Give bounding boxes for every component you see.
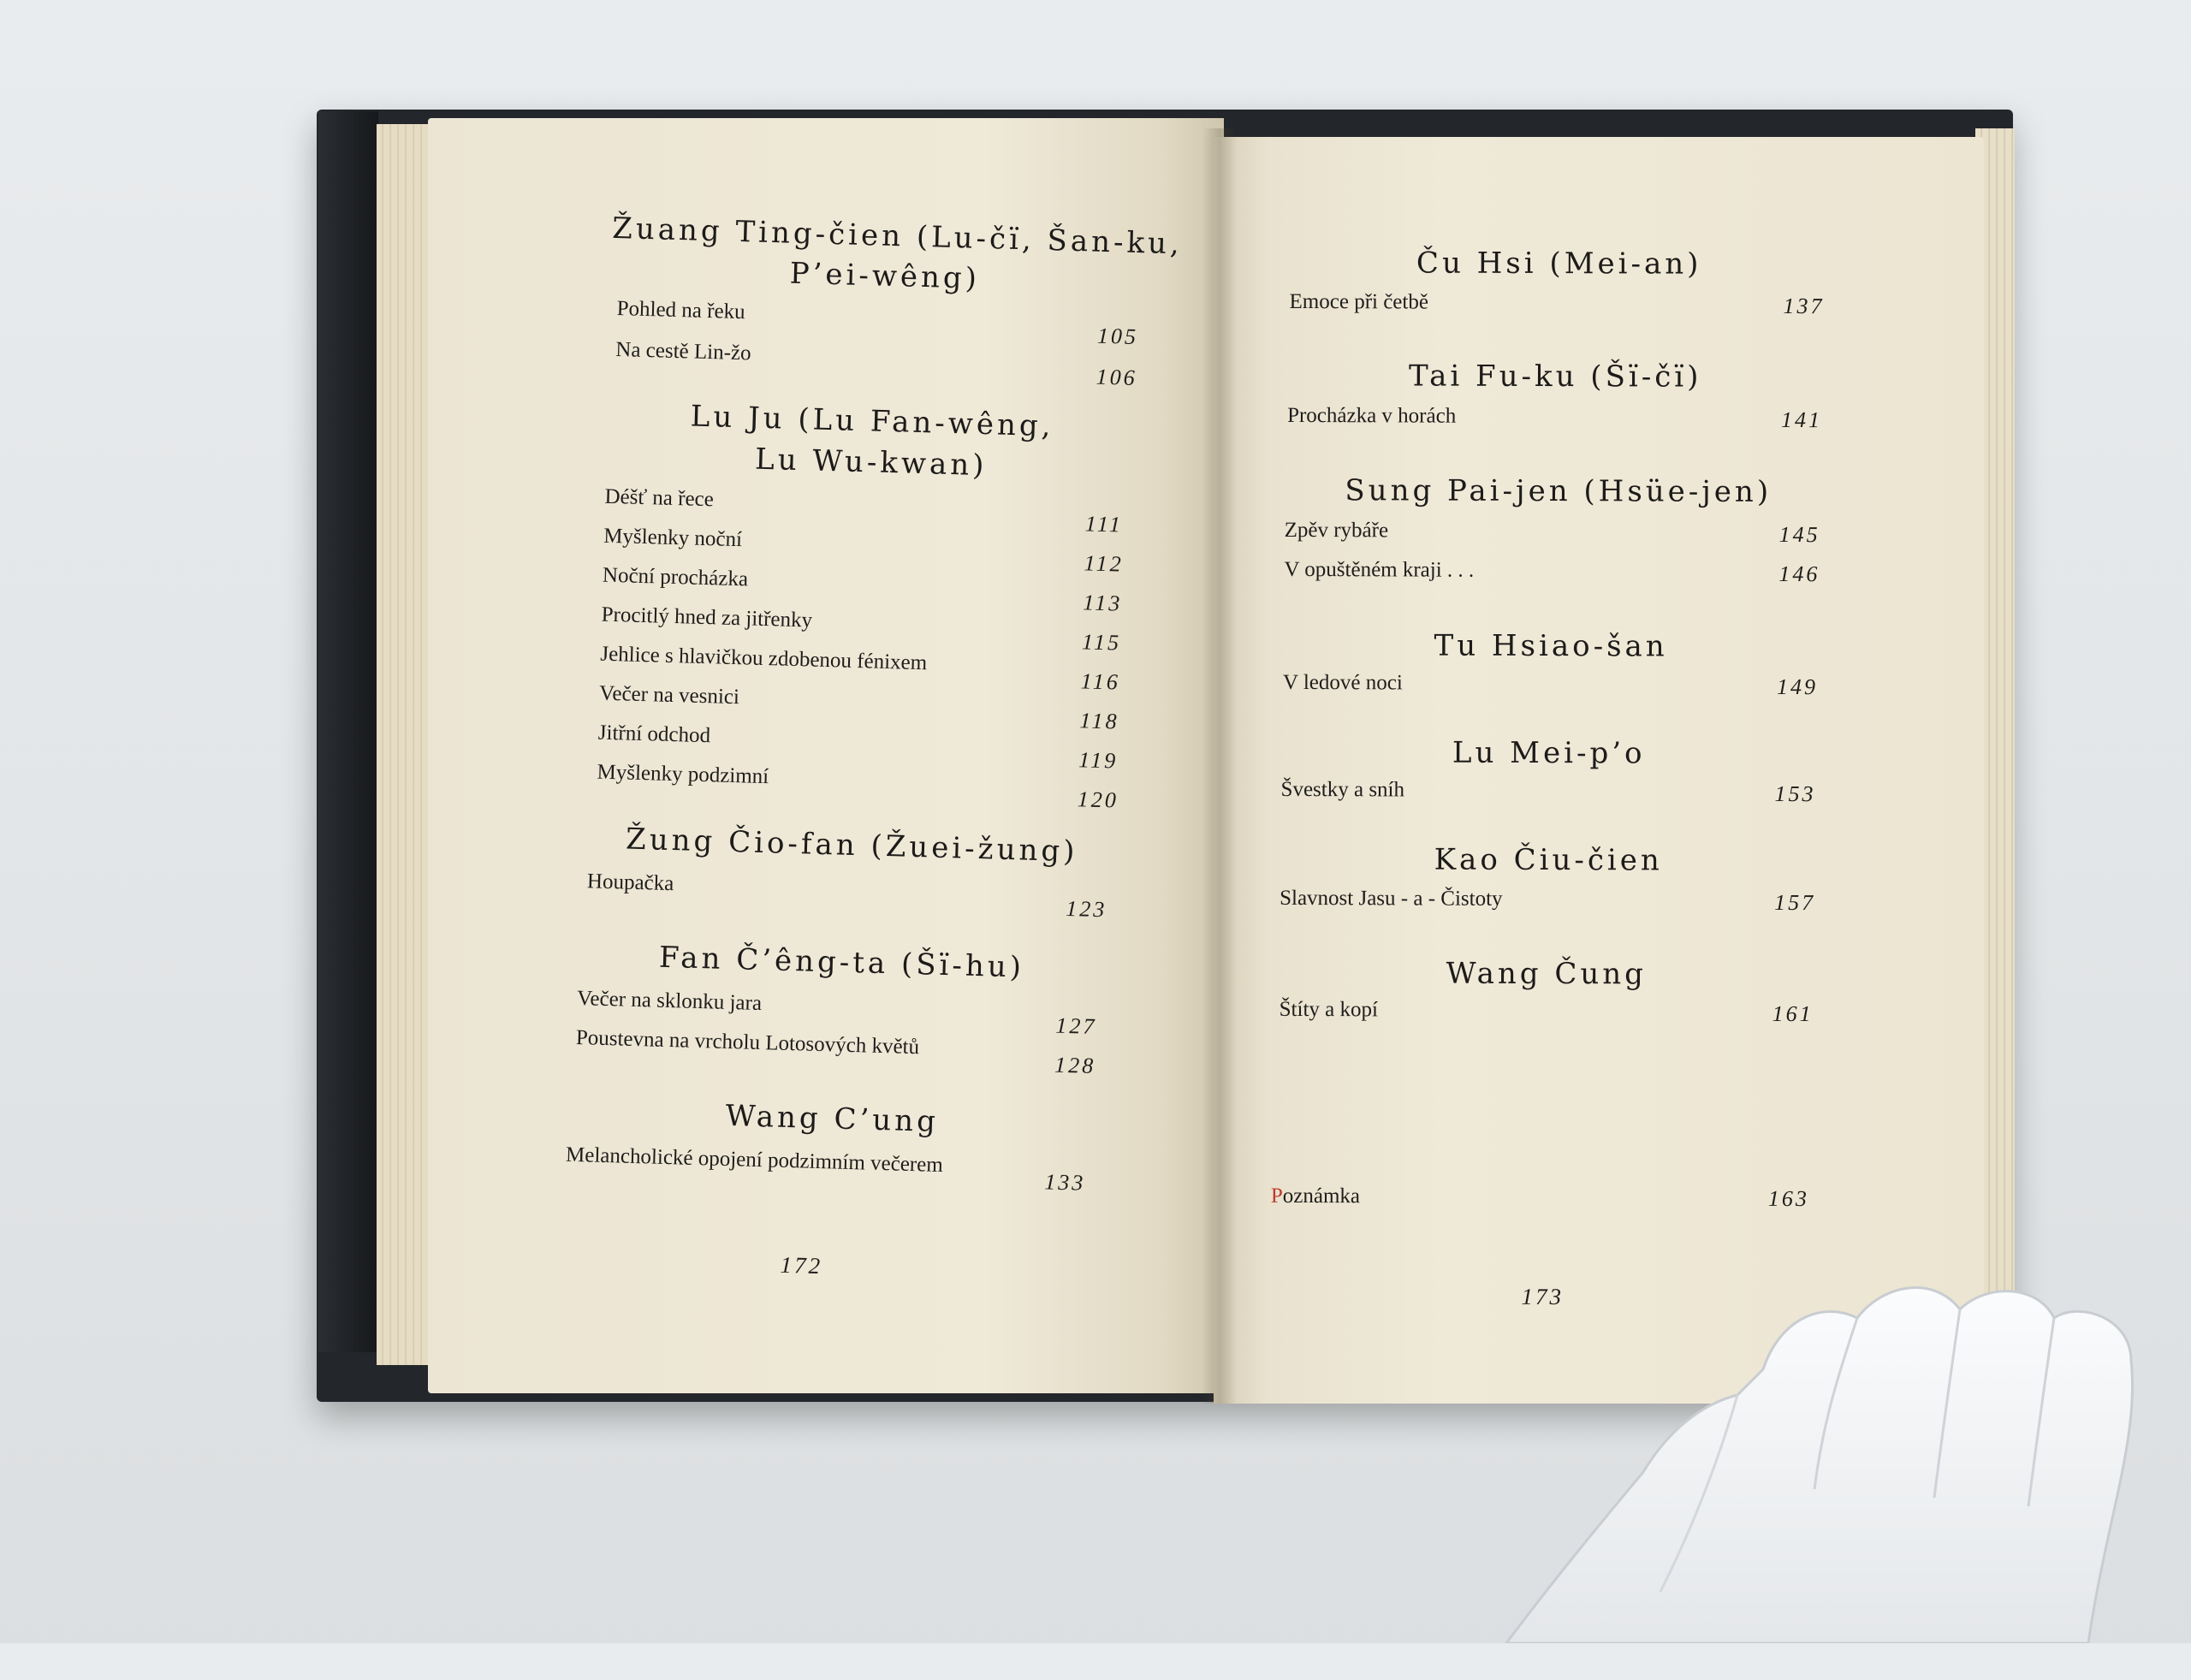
toc-entry: Švestky a sníh — [1280, 777, 1405, 802]
toc-page-number: 111 — [1084, 511, 1124, 537]
toc-entry: Večer na vesnici — [598, 681, 740, 709]
toc-page-number: 133 — [1044, 1169, 1086, 1196]
toc-page-number: 127 — [1055, 1012, 1097, 1040]
toc-entry: V opuštěném kraji . . . — [1284, 557, 1475, 582]
section-title: Ču Hsi (Mei-an) — [1416, 246, 1702, 282]
toc-page-number: 116 — [1080, 668, 1121, 695]
toc-page-number: 119 — [1078, 747, 1119, 774]
section-title: Lu Wu-kwan) — [754, 442, 989, 484]
toc-entry: Myšlenky podzimní — [597, 760, 769, 789]
toc-page-number: 113 — [1082, 590, 1123, 616]
toc-entry: Pohled na řeku — [616, 297, 746, 324]
section-title: Tu Hsiao-šan — [1434, 628, 1668, 664]
section-title: Wang Čung — [1446, 956, 1648, 992]
white-glove-icon — [1455, 1267, 2191, 1643]
toc-entry: Déšť na řece — [604, 484, 715, 512]
toc-entry: Večer na sklonku jara — [576, 987, 763, 1016]
toc-entry: Na cestě Lin-žo — [615, 338, 751, 365]
section-title: Sung Pai-jen (Hsüe-jen) — [1345, 473, 1772, 509]
toc-entry: Procitlý hned za jitřenky — [601, 603, 813, 632]
note-entry — [1271, 1184, 1360, 1208]
toc-entry: Houpačka — [586, 870, 674, 896]
section-title: P’ei-wêng) — [789, 256, 981, 296]
toc-entry: V ledové noci — [1282, 670, 1403, 695]
toc-page-number: 112 — [1084, 550, 1125, 577]
toc-page-number: 105 — [1096, 323, 1139, 350]
section-title: Kao Čiu-čien — [1434, 842, 1663, 878]
note-title: oznámka — [1282, 1184, 1361, 1208]
toc-page-number: 153 — [1774, 781, 1816, 807]
toc-page-number: 118 — [1079, 708, 1119, 734]
page-number: 173 — [1521, 1283, 1565, 1310]
toc-page-number: 157 — [1774, 889, 1816, 916]
toc-page-number: 161 — [1772, 1000, 1814, 1027]
toc-page-number: 115 — [1081, 629, 1122, 656]
section-title: Lu Ju (Lu Fan-wêng, — [690, 399, 1055, 444]
section-title: Lu Mei-p’o — [1452, 735, 1646, 771]
section-title: Žung Čio-fan (Žuei-žung) — [625, 822, 1078, 870]
toc-entry: Melancholické opojení podzimním večerem — [565, 1143, 944, 1178]
toc-page-number: 137 — [1783, 293, 1825, 319]
toc-entry: Myšlenky noční — [603, 524, 743, 552]
toc-entry: Zpěv rybáře — [1284, 518, 1389, 543]
toc-page-number: 123 — [1065, 895, 1107, 923]
toc-entry: Emoce při četbě — [1289, 289, 1429, 314]
toc-entry: Procházka v horách — [1287, 403, 1457, 428]
toc-entry: Noční procházka — [602, 563, 749, 591]
toc-entry: Jehlice s hlavičkou zdobenou fénixem — [600, 642, 928, 675]
toc-entry: Jitřní odchod — [597, 721, 711, 748]
section-title: Wang C’ung — [725, 1098, 940, 1139]
toc-entry: Poustevna na vrcholu Lotosových květů — [575, 1026, 920, 1060]
toc-page-number: 106 — [1096, 364, 1138, 391]
section-title: Tai Fu-ku (Šï-čï) — [1409, 359, 1702, 395]
toc-page-number: 120 — [1077, 787, 1119, 813]
page-number: 172 — [780, 1251, 823, 1279]
section-title: Fan Č’êng-ta (Šï-hu) — [658, 940, 1025, 985]
toc-entry: Štíty a kopí — [1279, 997, 1379, 1022]
toc-page-number: 141 — [1781, 407, 1823, 433]
toc-entry: Slavnost Jasu - a - Čistoty — [1280, 886, 1503, 911]
toc-page-number: 145 — [1778, 521, 1820, 548]
toc-page-number: 128 — [1054, 1052, 1096, 1078]
toc-page-number: 163 — [1767, 1185, 1809, 1212]
toc-page-number: 149 — [1776, 674, 1819, 700]
toc-page-number: 146 — [1778, 561, 1820, 587]
note-initial: P — [1270, 1184, 1283, 1208]
section-title: Žuang Ting-čien (Lu-čï, Šan-ku, — [611, 211, 1184, 262]
